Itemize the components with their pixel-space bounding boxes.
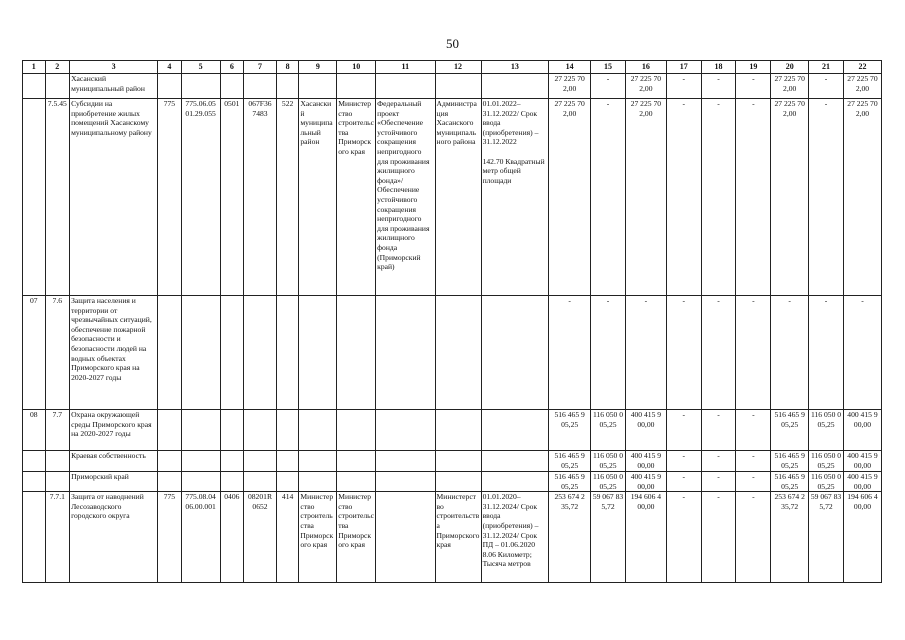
- table-cell-col-11: Федеральный проект «Обеспечение устойчивого сокращения непригодного для проживания жилищного фонда»/Обеспечение устойчивого сокращения непригодного для проживания жилищного фонда (Приморский край): [376, 99, 435, 296]
- table-cell-col-2: [45, 74, 70, 99]
- table-cell-col-8: [276, 410, 299, 451]
- header-cell: 4: [158, 61, 182, 74]
- header-cell: 19: [736, 61, 771, 74]
- table-cell-col-13: [481, 296, 549, 410]
- table-cell-col-9: Хасанский муниципальный район: [299, 99, 337, 296]
- table-cell-col-15: 116 050 0 05,25: [591, 472, 626, 492]
- header-cell: 18: [701, 61, 736, 74]
- table-cell-col-19: -: [736, 74, 771, 99]
- table-cell-col-18: -: [701, 410, 736, 451]
- table-cell-col-6: [220, 74, 244, 99]
- page-number: 50: [446, 36, 459, 51]
- table-cell-col-11: [376, 492, 435, 583]
- table-cell-col-10: Министерство строительства Приморского края: [337, 99, 376, 296]
- table-cell-col-14: 516 465 9 05,25: [549, 451, 591, 472]
- table-cell-col-18: -: [701, 74, 736, 99]
- table-cell-col-20: 253 674 2 35,72: [771, 492, 809, 583]
- table-cell-col-5: [181, 410, 220, 451]
- header-cell: 16: [625, 61, 666, 74]
- table-cell-col-19: -: [736, 410, 771, 451]
- header-cell: 13: [481, 61, 549, 74]
- table-cell-col-8: [276, 74, 299, 99]
- header-cell: 7: [244, 61, 277, 74]
- table-cell-col-21: 59 067 83 5,72: [809, 492, 844, 583]
- table-cell-col-6: [220, 451, 244, 472]
- table-cell-col-21: -: [809, 99, 844, 296]
- header-row: [23, 61, 882, 74]
- table-cell-col-13: 01.01.2020–31.12.2024/ Срок ввода (приобретения) – 31.12.2024/ Срок ПД – 01.06.2020 8.06 Километр; Тысяча метров: [481, 492, 549, 583]
- table-cell-col-18: -: [701, 492, 736, 583]
- table-cell-col-15: -: [591, 74, 626, 99]
- table-cell-col-1: 07: [23, 296, 46, 410]
- table-cell-col-7: 067F36 7483: [244, 99, 277, 296]
- table-cell-col-17: -: [666, 99, 701, 296]
- table-row: [23, 99, 882, 296]
- header-cell: 15: [591, 61, 626, 74]
- table-cell-col-3: Охрана окружающей среды Приморского края на 2020-2027 годы: [70, 410, 158, 451]
- table-cell-col-12: [435, 410, 481, 451]
- table-cell-col-5: [181, 296, 220, 410]
- table-cell-col-14: 516 465 9 05,25: [549, 472, 591, 492]
- table-cell-col-15: -: [591, 296, 626, 410]
- table-cell-col-16: 400 415 9 00,00: [625, 472, 666, 492]
- table-cell-col-1: [23, 99, 46, 296]
- table-cell-col-16: 27 225 70 2,00: [625, 74, 666, 99]
- table-cell-col-12: Министерство строительства Приморского края: [435, 492, 481, 583]
- table-cell-col-8: 414: [276, 492, 299, 583]
- table-cell-col-22: 400 415 9 00,00: [843, 472, 881, 492]
- table-cell-col-15: 116 050 0 05,25: [591, 451, 626, 472]
- table-cell-col-5: 775.08.04 06.00.001: [181, 492, 220, 583]
- table-cell-col-22: -: [843, 296, 881, 410]
- table-cell-col-6: [220, 472, 244, 492]
- table-cell-col-7: [244, 451, 277, 472]
- table-cell-col-20: 516 465 9 05,25: [771, 472, 809, 492]
- header-cell: 10: [337, 61, 376, 74]
- table-cell-col-22: 400 415 9 00,00: [843, 451, 881, 472]
- table-cell-col-22: 27 225 70 2,00: [843, 99, 881, 296]
- table-cell-col-10: [337, 472, 376, 492]
- header-cell: 2: [45, 61, 70, 74]
- table-cell-col-7: [244, 410, 277, 451]
- table-cell-col-17: -: [666, 451, 701, 472]
- table-cell-col-6: [220, 296, 244, 410]
- header-cell: 12: [435, 61, 481, 74]
- table-cell-col-22: 400 415 9 00,00: [843, 410, 881, 451]
- table-cell-col-5: 775.06.05 01.29.055: [181, 99, 220, 296]
- table-cell-col-19: -: [736, 451, 771, 472]
- table-cell-col-12: Администрация Хасанского муниципального района: [435, 99, 481, 296]
- table-cell-col-9: [299, 410, 337, 451]
- table-cell-col-17: -: [666, 296, 701, 410]
- table-cell-col-11: [376, 74, 435, 99]
- table-cell-col-2: 7.5.45: [45, 99, 70, 296]
- table-cell-col-21: 116 050 0 05,25: [809, 472, 844, 492]
- table-cell-col-1: [23, 492, 46, 583]
- table-cell-col-4: [158, 472, 182, 492]
- table-cell-col-14: 253 674 2 35,72: [549, 492, 591, 583]
- table-cell-col-17: -: [666, 472, 701, 492]
- table-row: [23, 410, 882, 451]
- table-cell-col-19: -: [736, 296, 771, 410]
- header-cell: 8: [276, 61, 299, 74]
- header-cell: 17: [666, 61, 701, 74]
- table-cell-col-3: Защита от наводнений Лесозаводского городского округа: [70, 492, 158, 583]
- table-cell-col-5: [181, 472, 220, 492]
- table-cell-col-11: [376, 410, 435, 451]
- table-cell-col-14: -: [549, 296, 591, 410]
- table-cell-col-10: [337, 296, 376, 410]
- table-cell-col-18: -: [701, 451, 736, 472]
- table-cell-col-2: 7.6: [45, 296, 70, 410]
- table-cell-col-3: Хасанский муниципальный район: [70, 74, 158, 99]
- table-cell-col-16: -: [625, 296, 666, 410]
- table-cell-col-16: 194 606 4 00,00: [625, 492, 666, 583]
- table-cell-col-2: 7.7: [45, 410, 70, 451]
- table-cell-col-17: -: [666, 74, 701, 99]
- table-cell-col-20: 27 225 70 2,00: [771, 74, 809, 99]
- table-cell-col-6: 0406: [220, 492, 244, 583]
- table-cell-col-7: 08201R 0652: [244, 492, 277, 583]
- table-cell-col-15: 116 050 0 05,25: [591, 410, 626, 451]
- table-cell-col-8: [276, 296, 299, 410]
- table-cell-col-10: Министерство строительства Приморского края: [337, 492, 376, 583]
- header-cell: 9: [299, 61, 337, 74]
- table-cell-col-12: [435, 296, 481, 410]
- table-cell-col-9: [299, 74, 337, 99]
- table-cell-col-4: [158, 74, 182, 99]
- header-cell: 3: [70, 61, 158, 74]
- table-cell-col-14: 27 225 70 2,00: [549, 99, 591, 296]
- table-cell-col-17: -: [666, 492, 701, 583]
- table-cell-col-20: 27 225 70 2,00: [771, 99, 809, 296]
- header-cell: 20: [771, 61, 809, 74]
- table-cell-col-10: [337, 410, 376, 451]
- table-cell-col-7: [244, 472, 277, 492]
- table-cell-col-2: [45, 472, 70, 492]
- table-cell-col-11: [376, 451, 435, 472]
- table-cell-col-21: -: [809, 296, 844, 410]
- table-cell-col-13: [481, 472, 549, 492]
- table-cell-col-9: [299, 472, 337, 492]
- table-cell-col-21: 116 050 0 05,25: [809, 451, 844, 472]
- table-cell-col-11: [376, 296, 435, 410]
- table-cell-col-2: 7.7.1: [45, 492, 70, 583]
- table-cell-col-1: 08: [23, 410, 46, 451]
- table-row: [23, 472, 882, 492]
- table-row: [23, 74, 882, 99]
- table-cell-col-12: [435, 451, 481, 472]
- table-cell-col-9: [299, 296, 337, 410]
- header-cell: 14: [549, 61, 591, 74]
- table-cell-col-21: 116 050 0 05,25: [809, 410, 844, 451]
- table-cell-col-6: 0501: [220, 99, 244, 296]
- header-cell: 5: [181, 61, 220, 74]
- table-cell-col-2: [45, 451, 70, 472]
- table-cell-col-14: 27 225 70 2,00: [549, 74, 591, 99]
- table-cell-col-17: -: [666, 410, 701, 451]
- table-cell-col-14: 516 465 9 05,25: [549, 410, 591, 451]
- table-row: [23, 296, 882, 410]
- table-cell-col-1: [23, 472, 46, 492]
- table-cell-col-15: -: [591, 99, 626, 296]
- table-cell-col-12: [435, 472, 481, 492]
- table-cell-col-18: -: [701, 296, 736, 410]
- table-cell-col-16: 400 415 9 00,00: [625, 410, 666, 451]
- table-cell-col-16: 27 225 70 2,00: [625, 99, 666, 296]
- table-cell-col-13: [481, 451, 549, 472]
- table-cell-col-8: 522: [276, 99, 299, 296]
- header-cell: 21: [809, 61, 844, 74]
- table-cell-col-12: [435, 74, 481, 99]
- table-cell-col-9: Министерство строительства Приморского края: [299, 492, 337, 583]
- table-cell-col-19: -: [736, 99, 771, 296]
- table-cell-col-16: 400 415 9 00,00: [625, 451, 666, 472]
- table-cell-col-20: -: [771, 296, 809, 410]
- table-cell-col-4: [158, 451, 182, 472]
- table-cell-col-7: [244, 74, 277, 99]
- table-cell-col-3: Приморский край: [70, 472, 158, 492]
- table-cell-col-5: [181, 451, 220, 472]
- table-cell-col-18: -: [701, 472, 736, 492]
- table-cell-col-20: 516 465 9 05,25: [771, 451, 809, 472]
- table-cell-col-15: 59 067 83 5,72: [591, 492, 626, 583]
- table-cell-col-4: 775: [158, 99, 182, 296]
- table-cell-col-19: -: [736, 492, 771, 583]
- header-cell: 6: [220, 61, 244, 74]
- table-row: [23, 451, 882, 472]
- table-cell-col-10: [337, 451, 376, 472]
- header-cell: 11: [376, 61, 435, 74]
- table-cell-col-20: 516 465 9 05,25: [771, 410, 809, 451]
- table-cell-col-13: [481, 410, 549, 451]
- table-cell-col-21: -: [809, 74, 844, 99]
- table-cell-col-22: 27 225 70 2,00: [843, 74, 881, 99]
- table-cell-col-11: [376, 472, 435, 492]
- table-cell-col-10: [337, 74, 376, 99]
- table-cell-col-3: Защита населения и территории от чрезвычайных ситуаций, обеспечение пожарной безопасности и безопасности людей на водных объектах Приморского края на 2020-2027 годы: [70, 296, 158, 410]
- table-cell-col-3: Субсидии на приобретение жилых помещений Хасанскому муниципальному району: [70, 99, 158, 296]
- table-cell-col-8: [276, 451, 299, 472]
- table-cell-col-19: -: [736, 472, 771, 492]
- table-cell-col-1: [23, 74, 46, 99]
- table-cell-col-7: [244, 296, 277, 410]
- header-cell: 1: [23, 61, 46, 74]
- table-cell-col-13: 01.01.2022–31.12.2022/ Срок ввода (приобретения) – 31.12.2022 142.70 Квадратный метр общей площади: [481, 99, 549, 296]
- table-cell-col-3: Краевая собственность: [70, 451, 158, 472]
- budget-table: [22, 60, 882, 583]
- table-cell-col-22: 194 606 4 00,00: [843, 492, 881, 583]
- table-row: [23, 492, 882, 583]
- table-cell-col-13: [481, 74, 549, 99]
- table-cell-col-9: [299, 451, 337, 472]
- table-cell-col-4: 775: [158, 492, 182, 583]
- table-cell-col-4: [158, 410, 182, 451]
- table-cell-col-1: [23, 451, 46, 472]
- table-cell-col-8: [276, 472, 299, 492]
- table-cell-col-6: [220, 410, 244, 451]
- table-cell-col-5: [181, 74, 220, 99]
- table-cell-col-4: [158, 296, 182, 410]
- header-cell: 22: [843, 61, 881, 74]
- table-cell-col-18: -: [701, 99, 736, 296]
